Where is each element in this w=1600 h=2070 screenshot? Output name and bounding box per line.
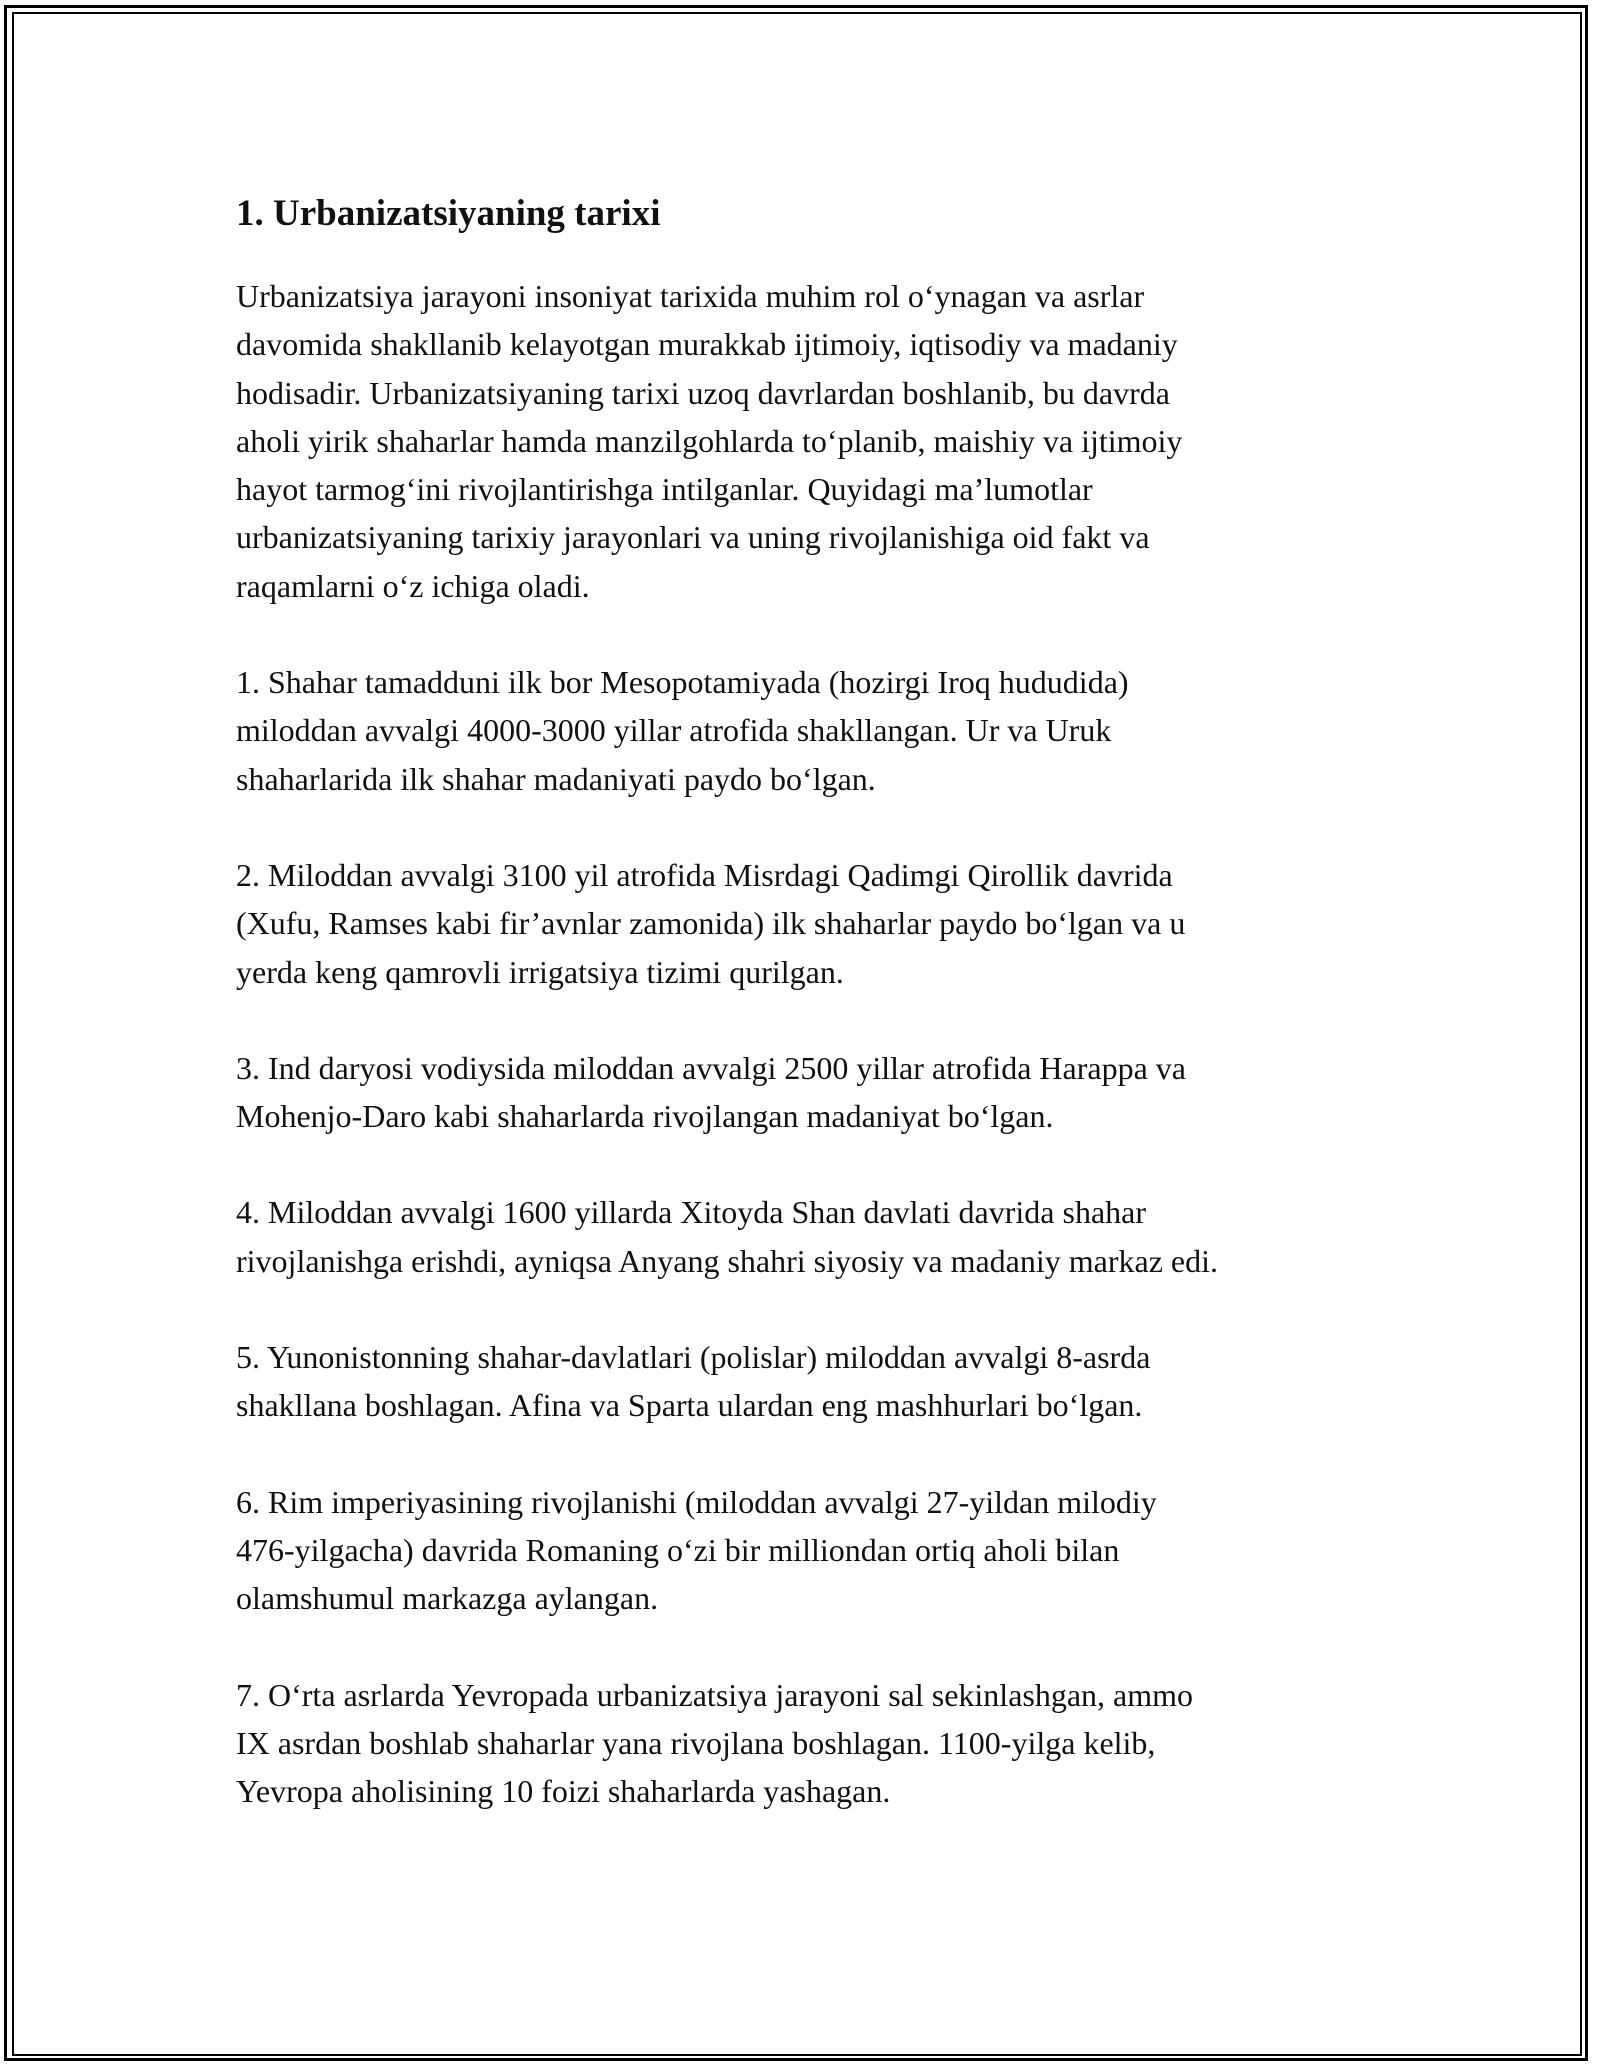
fact-paragraph-1: 1. Shahar tamadduni ilk bor Mesopotamiyada (hozirgi Iroq hududida) miloddan avvalgi 4000-3000 yillar atrofida shakllangan. Ur va Uruk shaharlarida ilk shahar madaniyati paydo bo‘lgan. — [236, 664, 1129, 797]
fact-paragraph-2: 2. Miloddan avvalgi 3100 yil atrofida Misrdagi Qadimgi Qirollik davrida (Xufu, Ramses kabi fir’avnlar zamonida) ilk shaharlar paydo bo‘lgan va u yerda keng qamrovli irrigatsiya tizimi qurilgan. — [236, 856, 1186, 990]
intro-paragraph: Urbanizatsiya jarayoni insoniyat tarixida muhim rol o‘ynagan va asrlar davomida shakllanib kelayotgan murakkab ijtimoiy, iqtisodiy va madaniy hodisadir. Urbanizatsiyaning tarixi uzoq davrlardan boshlanib, bu davrda aholi yirik shaharlar hamda manzilgohlarda to‘planib, maishiy va ijtimoiy hayot tarmog‘ini rivojlantirishga intilganlar. Quyidagi ma’lumotlar urbanizatsiyaning tarixiy jarayonlari va uning rivojlanishiga oid fakt va raqamlarni o‘z ichiga oladi. — [236, 278, 1183, 604]
fact-paragraph-4: 4. Miloddan avvalgi 1600 yillarda Xitoyda Shan davlati davrida shahar rivojlanishga erishdi, ayniqsa Anyang shahri siyosiy va madaniy markaz edi. — [236, 1194, 1218, 1279]
fact-paragraph-7: 7. O‘rta asrlarda Yevropada urbanizatsiya jarayoni sal sekinlashgan, ammo IX asrdan boshlab shaharlar yana rivojlana boshlagan. 1100-yilga kelib, Yevropa aholisining 10 foizi shaharlarda yashagan. — [236, 1676, 1194, 1810]
document-body — [236, 186, 1366, 1863]
section-heading: 1. Urbanizatsiyaning tarixi — [236, 193, 661, 234]
fact-paragraph-6: 6. Rim imperiyasining rivojlanishi (miloddan avvalgi 27-yildan milodiy 476-yilgacha) davrida Romaning o‘zi bir milliondan ortiq aholi bilan olamshumul markazga aylangan. — [236, 1483, 1157, 1617]
fact-paragraph-3: 3. Ind daryosi vodiysida miloddan avvalgi 2500 yillar atrofida Harappa va Mohenjo-Daro kabi shaharlarda rivojlangan madaniyat bo‘lgan. — [236, 1049, 1186, 1135]
fact-paragraph-5: 5. Yunonistonning shahar-davlatlari (polislar) miloddan avvalgi 8-asrda shakllana boshlagan. Afina va Sparta ulardan eng mashhurlari bo‘lgan. — [236, 1339, 1151, 1424]
